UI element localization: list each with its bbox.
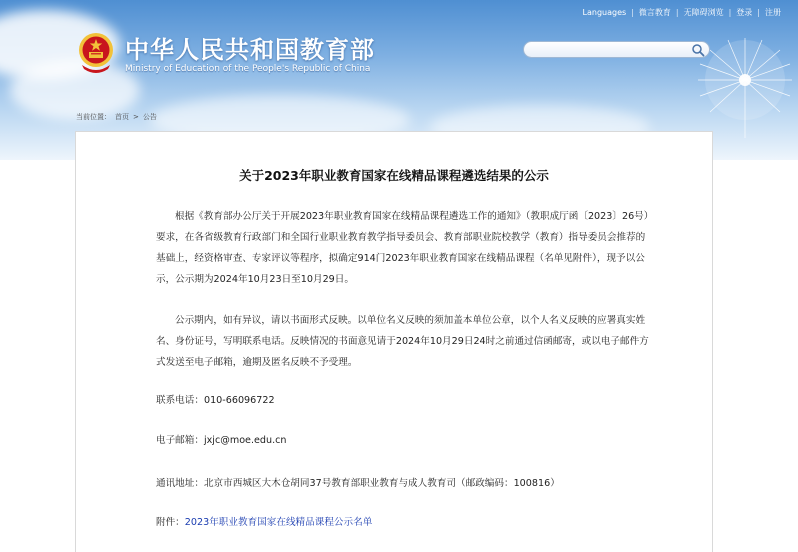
- chevron-right-icon: >: [133, 113, 139, 121]
- contact-email: 电子邮箱：jxjc@moe.edu.cn: [156, 435, 287, 446]
- contact-phone: 联系电话：010-66096722: [156, 395, 275, 406]
- nav-separator: |: [728, 7, 732, 17]
- attachment-label: 附件：: [156, 517, 185, 528]
- breadcrumb: [76, 112, 157, 122]
- article-title: 关于2023年职业教育国家在线精品课程遴选结果的公示: [239, 168, 549, 183]
- top-navigation: [578, 4, 786, 20]
- article-paragraph: 根据《教育部办公厅关于开展2023年职业教育国家在线精品课程遴选工作的通知》（教职成厅函〔2023〕26号）要求，在各省级教育行政部门和全国行业职业教育教学指导委员会、教育部职业院校教学（教育）指导委员会推荐的基础上，经资格审查、专家评议等程序，拟确定914门2023年职业教育国家在线精品课程（名单见附件），现予以公示，公示期为2024年10月23日至10月29日。: [156, 211, 649, 285]
- accessibility-link[interactable]: 无障碍浏览: [683, 7, 724, 17]
- search-input[interactable]: [530, 43, 694, 58]
- article-paragraph: 公示期内，如有异议，请以书面形式反映。以单位名义反映的须加盖本单位公章，以个人名义反映的应署真实姓名、身份证号，写明联系电话。反映情况的书面意见请于2024年10月29日24时之前通过信函邮寄，或以电子邮件方式发送至电子邮箱，逾期及匿名反映不予受理。: [156, 315, 649, 368]
- search-icon[interactable]: [691, 43, 705, 57]
- languages-link[interactable]: Languages: [582, 7, 627, 17]
- cloud-decoration: [10, 60, 140, 120]
- search-box: [523, 41, 710, 58]
- article-panel: [75, 131, 713, 552]
- login-link[interactable]: 登录: [736, 7, 753, 17]
- site-title[interactable]: 中华人民共和国教育部: [125, 35, 375, 64]
- nav-separator: |: [631, 7, 634, 17]
- site-subtitle: Ministry of Education of the People's Republic of China: [125, 64, 371, 74]
- breadcrumb-label: 当前位置：: [76, 113, 111, 121]
- attachment-link[interactable]: 2023年职业教育国家在线精品课程公示名单: [184, 517, 373, 528]
- national-emblem-icon[interactable]: [76, 31, 116, 73]
- attachment-row: [156, 516, 372, 530]
- nav-separator: |: [757, 7, 760, 17]
- contact-address: 通讯地址：北京市西城区大木仓胡同37号教育部职业教育与成人教育司（邮政编码：100816）: [156, 478, 560, 489]
- register-link[interactable]: 注册: [765, 7, 781, 17]
- breadcrumb-home[interactable]: 首页: [115, 113, 129, 121]
- weiyan-education-link[interactable]: 微言教育: [638, 7, 671, 17]
- breadcrumb-current[interactable]: 公告: [142, 113, 157, 121]
- nav-separator: |: [675, 7, 679, 17]
